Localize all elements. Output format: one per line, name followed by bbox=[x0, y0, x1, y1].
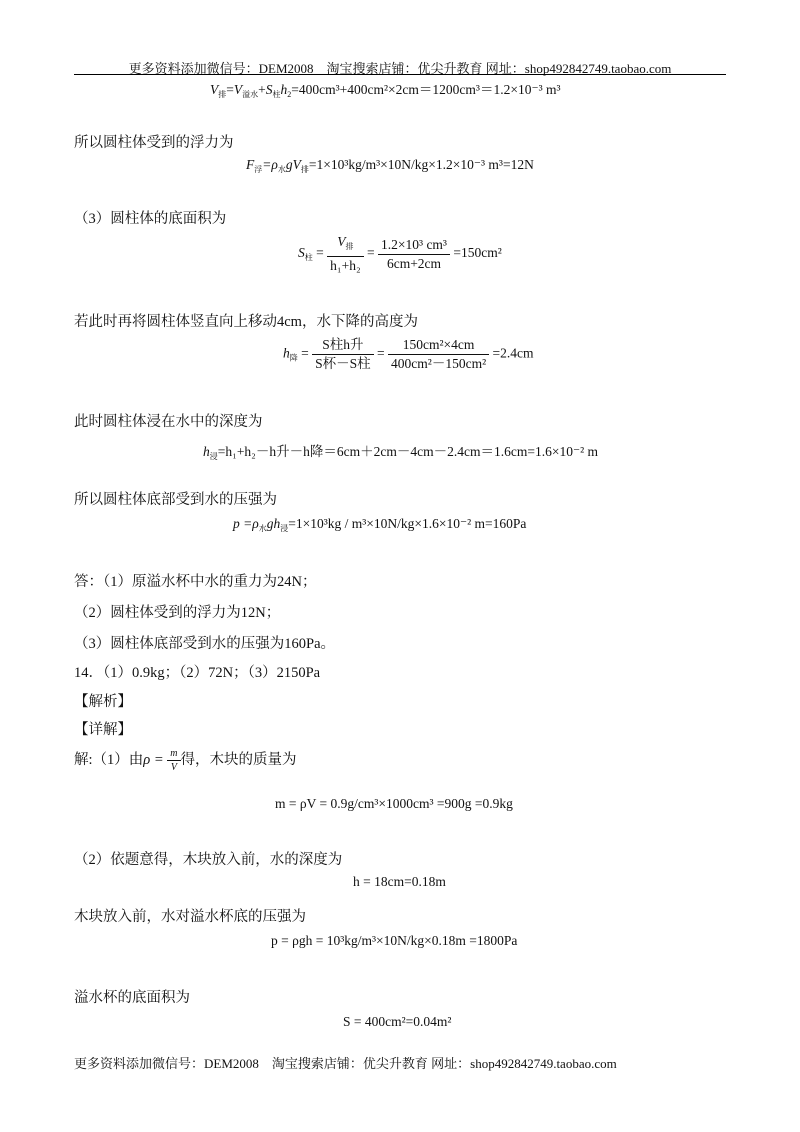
fraction-numeric-drop: $\frac{\text{150cm²×4cm}}{\text{400cm²－150cm²}}$ bbox=[388, 337, 489, 372]
solution-intro: 解:（1）由ρ = $\frac{m}{V}$ 得，木块的质量为 bbox=[74, 748, 297, 774]
text-buoyancy-intro: 所以圆柱体受到的浮力为 bbox=[74, 135, 234, 151]
fraction-area-ratio: $\frac{\text{S柱h升}}{\text{S杯－S柱}}$ bbox=[312, 337, 374, 372]
page-header: 更多资料添加微信号：DEM2008 淘宝搜索店铺：优尖升教育 网址：shop492842749.taobao.com bbox=[128, 61, 672, 76]
equation-cup-pressure: p = ρgh = 10³kg/m³×10N/kg×0.18m =1800Pa bbox=[271, 933, 518, 948]
equation-water-depth: h = 18cm=0.18m bbox=[353, 874, 446, 889]
fraction-density-definition: $\frac{m}{V}$ bbox=[167, 748, 180, 773]
header-rule bbox=[74, 74, 726, 75]
answer-line-1: 答：（1）原溢水杯中水的重力为24N； bbox=[74, 574, 317, 590]
section-detail: 【详解】 bbox=[74, 722, 132, 738]
text-pressure-intro: 所以圆柱体底部受到水的压强为 bbox=[74, 492, 277, 508]
section-analysis: 【解析】 bbox=[74, 694, 132, 710]
text-depth-intro: 此时圆柱体浸在水中的深度为 bbox=[74, 414, 263, 430]
text-cup-pressure-intro: 木块放入前，水对溢水杯底的压强为 bbox=[74, 909, 306, 925]
equation-cup-area: S = 400cm²=0.04m² bbox=[343, 1014, 452, 1029]
answer-line-2: （2）圆柱体受到的浮力为12N； bbox=[74, 605, 281, 621]
fraction-numeric-area: $\frac{\text{1.2×10³ cm³}}{6cm+2cm}$ bbox=[378, 237, 450, 272]
text-water-drop-intro: 若此时再将圆柱体竖直向上移动4cm，水下降的高度为 bbox=[74, 314, 418, 330]
equation-buoyancy: $F_浮=\rho_水gV_排=1\times 10^3kg/m^3\times 10N/kg\times 1.2\times 10^{-3}$ m³=12N bbox=[246, 157, 534, 174]
equation-mass: m = ρV = 0.9g/cm³×1000cm³ =900g =0.9kg bbox=[275, 796, 513, 811]
fraction-volume-over-height: $\frac{V_排}{\text{h₁+h₂}}$ bbox=[327, 234, 364, 274]
answer-line-3: （3）圆柱体底部受到水的压强为160Pa。 bbox=[74, 636, 335, 652]
text-cup-area-intro: 溢水杯的底面积为 bbox=[74, 990, 190, 1006]
equation-pressure: $p =\rho_水gh_浸=1\times 10^3kg / m^3\times 10N/kg\times 1.6\times 10^{-2}$ m=160Pa bbox=[233, 516, 527, 533]
equation-water-drop: $h_降$ = $\frac{\text{S柱h升}}{\text{S杯－S柱}}$ = $\frac{\text{150cm²×4cm}}{\text{400cm²－150cm²}}$ =2.4cm bbox=[283, 337, 534, 371]
equation-displaced-volume: $V_排=V_{溢水}+S_柱h_2=400cm^3+400cm^2\times 2cm=1200cm^3=1.2\times 10^{-3}$ m³ bbox=[210, 82, 561, 99]
question-14-answers: 14．（1）0.9kg；（2）72N；（3）2150Pa bbox=[74, 665, 321, 681]
text-base-area-intro: （3）圆柱体的底面积为 bbox=[74, 211, 227, 227]
page-footer: 更多资料添加微信号：DEM2008 淘宝搜索店铺：优尖升教育 网址：shop492842749.taobao.com bbox=[74, 1056, 617, 1071]
equation-base-area: $S_柱$ = $\frac{V_排}{\text{h₁+h₂}}$ = $\frac{\text{1.2×10³ cm³}}{6cm+2cm}$ =150cm² bbox=[298, 234, 502, 273]
text-water-depth-intro: （2）依题意得，木块放入前，水的深度为 bbox=[74, 852, 343, 868]
equation-depth: $h_浸=h_1+h_2-h$升－h降＝6cm＋2cm－4cm－2.4cm＝1.6cm=1.6×10⁻² m bbox=[203, 444, 599, 461]
